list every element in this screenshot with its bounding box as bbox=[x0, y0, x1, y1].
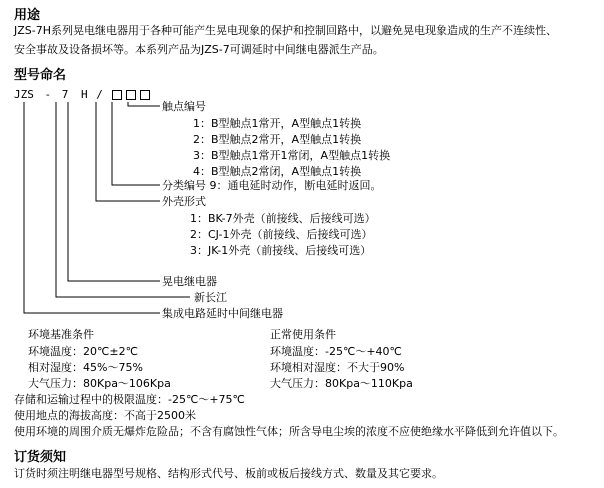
medium-line: 使用环境的周围介质无爆炸危险品；不含有腐蚀性气体；所含导电尘埃的浓度不应使绝缘水平降低到允许值以下。 bbox=[14, 425, 564, 438]
shell-item-2: 2：CJ-1外壳（前接线、后接线可选） bbox=[190, 228, 373, 241]
altitude-line: 使用地点的海拔高度：不高于2500米 bbox=[14, 409, 196, 422]
code-dash: - bbox=[44, 88, 52, 101]
shell-label: 外壳形式 bbox=[162, 195, 206, 208]
ordering-text: 订货时须注明继电器型号规格、结构形式代号、板前或板后接线方式、数量及其它要求。 bbox=[14, 467, 443, 480]
reference-temp: 环境温度：20℃±2℃ bbox=[28, 345, 138, 358]
reference-conditions-title: 环境基准条件 bbox=[28, 328, 94, 341]
usage-line-1: JZS-7H系列晃电继电器用于各种可能产生晃电现象的保护和控制回路中，以避免晃电现象造成的生产不连续性、 bbox=[14, 24, 557, 37]
model-heading: 型号命名 bbox=[14, 68, 67, 83]
normal-conditions-title: 正常使用条件 bbox=[270, 328, 336, 341]
normal-pressure: 大气压力：80Kpa～110Kpa bbox=[270, 377, 413, 390]
brand-name: 新长江 bbox=[194, 291, 227, 304]
contact-label: 触点编号 bbox=[162, 100, 206, 113]
normal-humidity: 环境相对湿度：不大于90% bbox=[270, 361, 405, 374]
shell-item-3: 3：JK-1外壳（前接线、后接线可选） bbox=[190, 244, 372, 257]
code-slash: / bbox=[96, 88, 103, 101]
code-7: 7 bbox=[61, 88, 69, 101]
classification-line: 分类编号 9：通电延时动作，断电延时返回。 bbox=[162, 179, 382, 192]
usage-line-2: 安全事故及设备损坏等。本系列产品为JZS-7可调延时中间继电器派生产品。 bbox=[14, 43, 384, 56]
contact-item-2: 2：B型触点2常开，A型触点1转换 bbox=[193, 133, 362, 146]
normal-temp: 环境温度：-25℃～+40℃ bbox=[270, 345, 402, 358]
storage-temp: 存储和运输过程中的极限温度：-25℃～+75℃ bbox=[14, 393, 245, 406]
contact-item-1: 1：B型触点1常开，A型触点1转换 bbox=[193, 117, 362, 130]
reference-pressure: 大气压力：80Kpa～106Kpa bbox=[28, 377, 171, 390]
relay-name: 晃电继电器 bbox=[162, 275, 217, 288]
code-h: H bbox=[81, 88, 88, 101]
ordering-heading: 订货须知 bbox=[14, 450, 67, 465]
usage-heading: 用途 bbox=[14, 8, 41, 23]
code-prefix: JZS bbox=[14, 88, 34, 101]
integrated-relay-name: 集成电路延时中间继电器 bbox=[162, 307, 283, 320]
reference-humidity: 相对湿度：45%～75% bbox=[28, 361, 143, 374]
contact-item-4: 4：B型触点2常闭，A型触点1转换 bbox=[193, 165, 362, 178]
contact-item-3: 3：B型触点1常开1常闭，A型触点1转换 bbox=[193, 149, 391, 162]
shell-item-1: 1：BK-7外壳（前接线、后接线可选） bbox=[190, 212, 376, 225]
